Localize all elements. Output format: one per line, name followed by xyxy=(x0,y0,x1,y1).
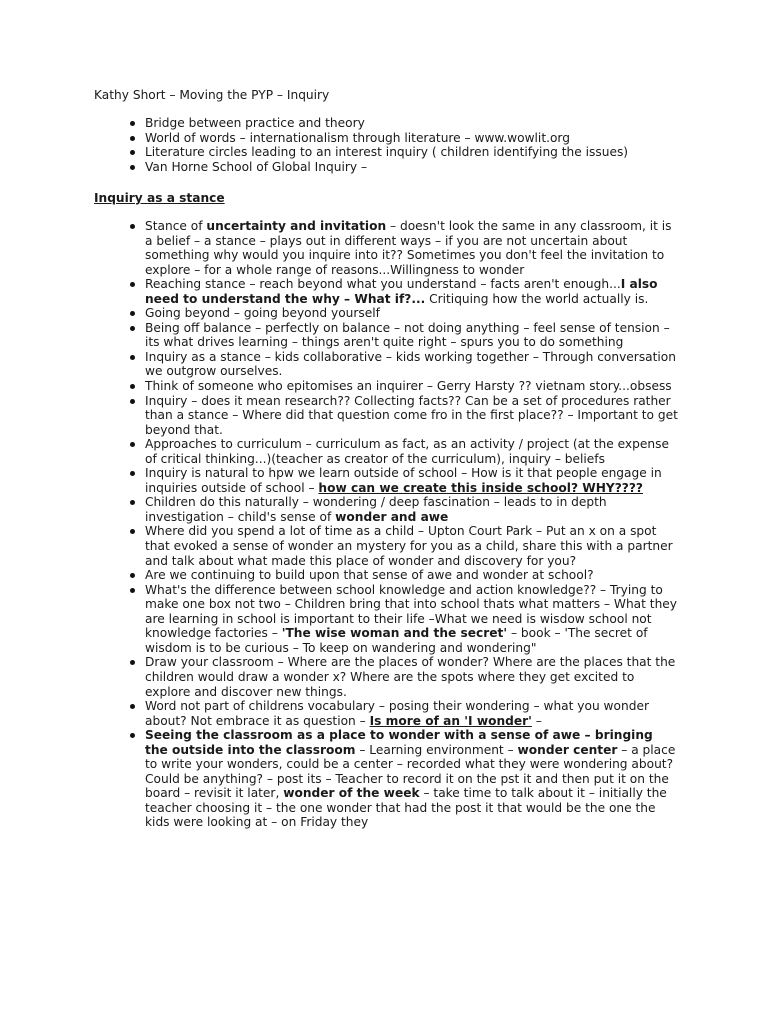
list-item: Approaches to curriculum – curriculum as fact, as an activity / project (at the expense of critical thinking...)(teacher as creator of the curriculum), inquiry – beliefs xyxy=(145,437,679,466)
intro-bullet-list xyxy=(145,116,705,174)
list-item: World of words – internationalism through literature – www.wowlit.org xyxy=(145,131,705,146)
text-run: Word not part of childrens vocabulary – posing their wondering – what you wonder about? Not embrace it as question – xyxy=(145,699,649,728)
bold-run: I also need to understand the why – What if?... xyxy=(145,277,658,306)
text-run: Inquiry is natural to hpw we learn outside of school – How is it that people engage in inquiries outside of school – xyxy=(145,466,662,495)
text-run: – take time to talk about it – initially the teacher choosing it – the one wonder that had the post it that would be the one the kids were looking at – on Friday they xyxy=(145,786,667,830)
list-item: Inquiry as a stance – kids collaborative – kids working together – Through conversation we outgrow ourselves. xyxy=(145,350,679,379)
text-run: – Learning environment – xyxy=(355,742,518,757)
list-item: Van Horne School of Global Inquiry – xyxy=(145,160,705,175)
list-item xyxy=(145,495,679,524)
text-run: – book – 'The secret of wisdom is to be curious – To keep on wandering and wondering" xyxy=(145,626,648,655)
list-item: Are we continuing to build upon that sense of awe and wonder at school? xyxy=(145,568,679,583)
document-title: Kathy Short – Moving the PYP – Inquiry xyxy=(94,88,330,102)
text-run: What's the difference between school knowledge and action knowledge?? – Trying to make one box not two – Children bring that into school thats what matters – What they are learning in school is important to their life –What we need is wisdow school not knowledge factories – xyxy=(145,582,678,641)
text-run: – a place to write your wonders, could be a center – recorded what they were wondering about? Could be anything? – post its – Teacher to record it on the pst it and then put it on the board – revisit it later, xyxy=(145,742,676,801)
list-item: Being off balance – perfectly on balance – not doing anything – feel sense of tension – its what drives learning – things aren't quite right – spurs you to do something xyxy=(145,321,679,350)
bold-run: wonder and awe xyxy=(335,509,449,524)
bold-run: uncertainty and invitation xyxy=(206,219,387,233)
list-item: Bridge between practice and theory xyxy=(145,116,705,131)
list-item xyxy=(145,583,679,656)
text-run: – doesn't look the same in any classroom, it is a belief – a stance – plays out in different ways – if you are not uncertain about something why would you inquire into it?? Sometimes you don't feel the invitation to explore – for a whole range of reasons...Willingness to wonder xyxy=(145,219,672,277)
list-item: Draw your classroom – Where are the places of wonder? Where are the places that the children would draw a wonder x? Where are the spots where they get excited to explore and discover new things. xyxy=(145,655,679,699)
list-item xyxy=(145,466,679,495)
list-item: Where did you spend a lot of time as a child – Upton Court Park – Put an x on a spot that evoked a sense of wonder an mystery for you as a child, share this with a partner and talk about what made this place of wonder and discovery for you? xyxy=(145,524,679,568)
list-item: Literature circles leading to an interest inquiry ( children identifying the issues) xyxy=(145,145,705,160)
inquiry-bullet-list xyxy=(145,219,679,830)
text-run: Reaching stance – reach beyond what you understand – facts aren't enough... xyxy=(145,277,621,292)
list-item: Inquiry – does it mean research?? Collecting facts?? Can be a set of procedures rather than a stance – Where did that question come fro in the first place?? – Important to get beyond that. xyxy=(145,393,678,437)
underlined-run: how can we create this inside school? WHY???? xyxy=(318,480,644,495)
bold-run: wonder of the week xyxy=(283,786,420,801)
text-run: Children do this naturally – wondering / deep fascination – leads to in depth investigation – child's sense of xyxy=(145,495,607,524)
bold-run: 'The wise woman and the secret' xyxy=(281,626,508,641)
list-item xyxy=(145,219,679,277)
list-item xyxy=(145,277,679,306)
list-item: Think of someone who epitomises an inquirer – Gerry Harsty ?? vietnam story...obsess xyxy=(145,379,679,394)
section-heading: Inquiry as a stance xyxy=(94,191,225,205)
bold-run: wonder center xyxy=(517,742,618,757)
text-run: Critiquing how the world actually is. xyxy=(425,291,649,306)
bold-run: Seeing the classroom as a place to wonder with a sense of awe – bringing the outside into the classroom xyxy=(145,728,653,757)
list-item: Going beyond – going beyond yourself xyxy=(145,306,679,321)
text-run: – xyxy=(531,713,542,728)
list-item xyxy=(145,699,679,728)
list-item xyxy=(145,728,679,830)
underlined-run: Is more of an 'I wonder' xyxy=(369,713,532,728)
text-run: Stance of xyxy=(145,219,207,233)
